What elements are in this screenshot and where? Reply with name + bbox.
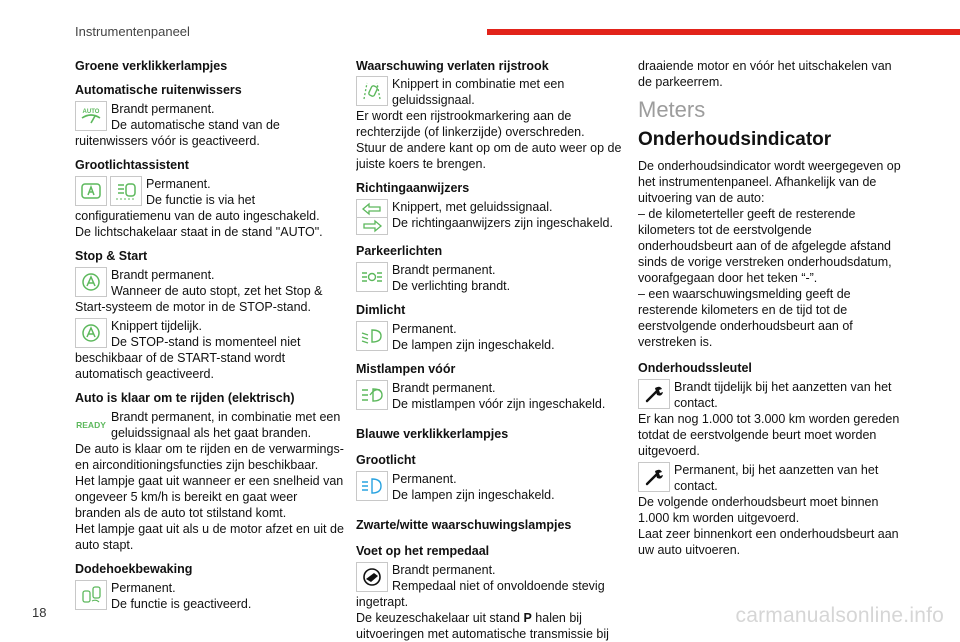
ready-icon [75,409,107,439]
blind-spot-title: Dodehoekbewaking [75,562,193,576]
spanner-text-2: Permanent, bij het aanzetten van het contact. De volgende onderhoudsbeurt moet binnen 1.000 km worden uitgevoerd. Laat zeer binnenkort een onderhoudsbeurt aan uw auto uitvoeren. [638,463,899,557]
service-indicator-heading: Onderhoudsindicator [638,129,832,150]
highbeam-assist-outline-icon [110,176,142,206]
ready-text: Brandt permanent, in combinatie met een geluidssignaal als het gaat branden. De auto is klaar om te rijden en de verwarmings- en airconditioningsfuncties zijn beschikbaar. Het lampje gaat uit wanneer er een snelheid van ongeveer 5 km/h is bereikt en gaat weer branden als de auto tot stilstand komt. Het lampje gaat uit als u de motor afzet en uit de auto stapt. [75,410,344,552]
auto-wiper-icon [75,101,107,131]
highbeam-title: Grootlicht [356,453,416,467]
brake-pedal-p: P [523,611,532,625]
brake-pedal-icon [356,562,388,592]
brake-continuation: draaiende motor en vóór het uitschakelen van de parkeerrem. [638,59,892,89]
brake-pedal-title: Voet op het rempedaal [356,544,490,558]
highbeam-assist-text: Permanent. De functie is via het configuratiemenu van de auto ingeschakeld. De lichtschakelaar staat in de stand "AUTO". [75,177,323,239]
stop-start-entry-2 [75,318,345,382]
blind-spot-icon [75,580,107,610]
green-lamps-heading: Groene verklikkerlampjes [75,59,228,73]
watermark: carmanualsonline.info [735,604,944,627]
stop-start-entry-1 [75,267,345,315]
dipped-entry [356,321,626,353]
page-number: 18 [32,605,47,620]
svg-text:READY: READY [76,420,106,430]
blind-spot-entry [75,580,345,612]
wipers-title: Automatische ruitenwissers [75,83,242,97]
brake-pedal-text-a: Brandt permanent. Rempedaal niet of onvoldoende stevig ingetrapt. De keuzeschakelaar uit stand [356,563,605,625]
highbeam-text: Permanent. De lampen zijn ingeschakeld. [392,472,555,502]
spanner-icon [638,379,670,409]
svg-text:AUTO: AUTO [82,109,100,115]
lane-text: Knippert in combinatie met een geluidssignaal. Er wordt een rijstrookmarkering aan de rechterzijde (of linkerzijde) overschreden. Stuur de andere kant op om de auto weer op de juiste koers te brengen. [356,77,622,171]
spanner-text-1: Brandt tijdelijk bij het aanzetten van het contact. Er kan nog 1.000 tot 3.000 km worden gereden totdat de eerstvolgende beurt moet worden uitgevoerd. [638,380,900,458]
service-indicator-text: De onderhoudsindicator wordt weergegeven op het instrumentenpaneel. Afhankelijk van de uitvoering van de auto: – de kilometerteller geeft de resterende kilometers tot de eerstvolgende onderhoudsbeurt aan of de afgelegde afstand sinds de vorige verstreken onderhoudsdatum, voorafgegaan door het teken “-”. – een waarschuwingsmelding geeft de resterende kilometers en de tijd tot de eerstvolgende onderhoudsbeurt aan of verstreken is. [638,159,901,349]
highbeam-entry [356,471,626,503]
highbeam-assist-icon [75,176,107,206]
blue-lamps-heading: Blauwe verklikkerlampjes [356,427,509,441]
ready-entry [75,409,345,553]
turn-left-icon [356,199,388,217]
spanner-title: Onderhoudssleutel [638,361,752,375]
stop-start-text-1: Brandt permanent. Wanneer de auto stopt, zet het Stop & Start-systeem de motor in de STOP-stand. [75,268,323,314]
brake-pedal-text [356,563,609,641]
turn-right-icon [356,217,388,235]
spanner-entry-2 [638,462,908,558]
high-beam-icon [356,471,388,501]
front-fog-icon [356,380,388,410]
blind-spot-text: Permanent. De functie is geactiveerd. [111,581,252,611]
wipers-text: Brandt permanent. De automatische stand van de ruitenwissers vóór is geactiveerd. [75,102,280,148]
section-title: Instrumentenpaneel [75,24,190,39]
fog-text: Brandt permanent. De mistlampen vóór zijn ingeschakeld. [392,381,606,411]
column-middle [356,58,626,642]
header-accent-bar [487,29,960,35]
lane-entry [356,76,626,172]
brake-pedal-entry [356,562,626,642]
stop-start-text-2: Knippert tijdelijk. De STOP-stand is momenteel niet beschikbaar of de START-stand wordt automatisch geactiveerd. [75,319,301,381]
lane-departure-icon [356,76,388,106]
column-right [638,58,908,558]
stop-start-icon [75,267,107,297]
highbeam-assist-entry [75,176,345,240]
indicators-text: Knippert, met geluidssignaal. De richtingaanwijzers zijn ingeschakeld. [392,200,613,230]
meters-heading: Meters [638,97,706,122]
fog-entry [356,380,626,412]
spanner-entry-1 [638,379,908,459]
lane-title: Waarschuwing verlaten rijstrook [356,59,549,73]
wipers-entry [75,101,345,149]
spanner-icon [638,462,670,492]
parking-entry [356,262,626,294]
parking-text: Brandt permanent. De verlichting brandt. [392,263,511,293]
dipped-text: Permanent. De lampen zijn ingeschakeld. [392,322,555,352]
parking-title: Parkeerlichten [356,244,443,258]
dipped-title: Dimlicht [356,303,406,317]
column-left [75,58,345,612]
fog-title: Mistlampen vóór [356,362,456,376]
bw-lamps-heading: Zwarte/witte waarschuwingslampjes [356,518,572,532]
stop-start-title: Stop & Start [75,249,148,263]
highbeam-assist-title: Grootlichtassistent [75,158,189,172]
brake-pedal-text-c: halen bij uitvoeringen met automatische transmissie bij [356,611,609,641]
indicators-entry [356,199,626,235]
dipped-beam-icon [356,321,388,351]
parking-lights-icon [356,262,388,292]
indicators-title: Richtingaanwijzers [356,181,470,195]
stop-start-icon [75,318,107,348]
ready-title: Auto is klaar om te rijden (elektrisch) [75,391,295,405]
